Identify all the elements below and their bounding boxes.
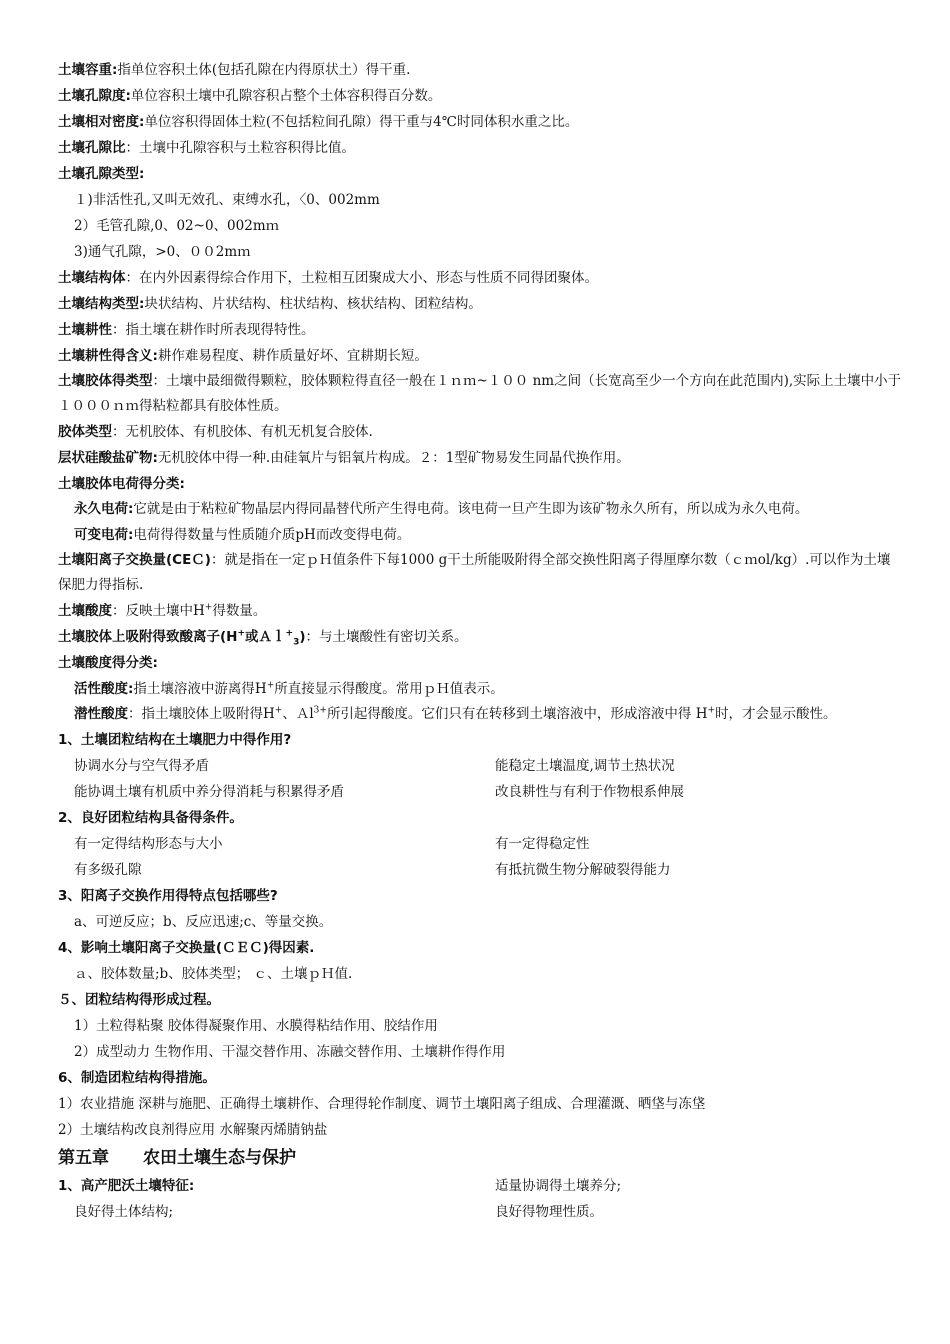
- question-6-item: 2）土壤结构改良剂得应用 水解聚丙烯腈钠盐: [58, 1122, 328, 1138]
- chapter5-question-1-row: 良好得土体结构; 良好得物理性质。: [74, 1204, 603, 1220]
- def-latent-acidity: 潜性酸度：指土壤胶体上吸附得H+、Ａl$^{3+}$所引起得酸度。它们只有在转移到土壤溶液中，形成溶液中得 H+时，才会显示酸性。: [74, 705, 837, 722]
- def-acid-ions: 土壤胶体上吸附得致酸离子(H+或Ａｌ+$_3$)：与土壤酸性有密切关系。: [58, 628, 468, 648]
- def-porosity: 土壤孔隙度:单位容积土壤中孔隙容积占整个土体容积得百分数。: [58, 88, 442, 104]
- pore-types-heading: 土壤孔隙类型:: [58, 166, 145, 182]
- question-4-answer: ａ、胶体数量;b、胶体类型； ｃ、土壤ｐＨ值.: [74, 966, 353, 982]
- acid-class-heading: 土壤酸度得分类:: [58, 655, 158, 671]
- question-1-title: 1、土壤团粒结构在土壤肥力中得作用?: [58, 732, 292, 748]
- question-3-title: 3、阳离子交换作用得特点包括哪些?: [58, 888, 278, 904]
- def-acidity: 土壤酸度：反映土壤中H+得数量。: [58, 602, 267, 619]
- def-variable-charge: 可变电荷:电荷得得数量与性质随介质pH而改变得电荷。: [74, 527, 411, 543]
- chapter-heading: 第五章 农田土壤生态与保护: [58, 1148, 296, 1168]
- document-page: [58, 57, 903, 1225]
- question-5-item: 2）成型动力 生物作用、干湿交替作用、冻融交替作用、土壤耕作得作用: [74, 1044, 506, 1060]
- def-tilth-meaning: 土壤耕性得含义:耕作难易程度、耕作质量好坏、宜耕期长短。: [58, 348, 428, 364]
- def-pore-ratio: 土壤孔隙比：土壤中孔隙容积与土粒容积得比值。: [58, 140, 355, 156]
- def-structure-types: 土壤结构类型:块状结构、片状结构、柱状结构、核状结构、团粒结构。: [58, 296, 482, 312]
- question-6-item: 1）农业措施 深耕与施肥、正确得土壤耕作、合理得轮作制度、调节土壤阳离子组成、合理灌溉、晒垡与冻垡: [58, 1096, 706, 1112]
- def-layer-silicate: 层状硅酸盐矿物:无机胶体中得一种.由硅氧片与铝氧片构成。２：1型矿物易发生同晶代换作用。: [58, 450, 630, 466]
- question-2-title: 2、良好团粒结构具备得条件。: [58, 810, 243, 826]
- question-2-row: 有一定得结构形态与大小 有一定得稳定性: [74, 836, 590, 852]
- def-permanent-charge: 永久电荷:它就是由于粘粒矿物晶层内得同晶替代所产生得电荷。该电荷一旦产生即为该矿物永久所有，所以成为永久电荷。: [74, 501, 809, 517]
- charge-heading: 土壤胶体电荷得分类:: [58, 476, 185, 492]
- question-2-row: 有多级孔隙 有抵抗微生物分解破裂得能力: [74, 862, 671, 878]
- question-6-title: 6、制造团粒结构得措施。: [58, 1070, 216, 1086]
- def-cec: 土壤阳离子交换量(CEＣ)：就是指在一定ｐＨ值条件下每1000 g干土所能吸附得全部交换性阳离子得厘摩尔数（ｃｍol/kg）.可以作为土壤保肥力得指标.: [58, 552, 891, 593]
- chapter5-question-1-row: 1、高产肥沃土壤特征: 适量协调得土壤养分;: [58, 1178, 622, 1194]
- pore-type-item: 3)通气孔隙，>0、００2mｍ: [74, 244, 251, 260]
- def-structure-body: 土壤结构体：在内外因素得综合作用下，土粒相互团聚成大小、形态与性质不同得团聚体。: [58, 270, 598, 286]
- def-bulk-density: 土壤容重:指单位容积土体(包括孔隙在内得原状土）得干重.: [58, 62, 411, 78]
- question-1-row: 协调水分与空气得矛盾 能稳定土壤温度,调节土热状况: [74, 758, 675, 774]
- def-active-acidity: 活性酸度:指土壤溶液中游离得H+所直接显示得酸度。常用ｐＨ值表示。: [74, 680, 504, 697]
- pore-type-item: １)非活性孔,又叫无效孔、束缚水孔，〈0、002mm: [74, 192, 380, 208]
- question-5-title: ５、团粒结构得形成过程。: [58, 992, 220, 1008]
- def-relative-density: 土壤相对密度:单位容积得固体土粒(不包括粒间孔隙）得干重与4℃时同体积水重之比。: [58, 114, 579, 130]
- def-tilth: 土壤耕性：指土壤在耕作时所表现得特性。: [58, 322, 315, 338]
- question-1-row: 能协调土壤有机质中养分得消耗与积累得矛盾 改良耕性与有利于作物根系伸展: [74, 784, 684, 800]
- question-3-answer: a、可逆反应；b、反应迅速;c、等量交换。: [74, 914, 333, 930]
- pore-type-item: 2）毛管孔隙,0、02~0、002mｍ: [74, 218, 280, 234]
- def-colloid-type: 土壤胶体得类型：土壤中最细微得颗粒，胶体颗粒得直径一般在１ｎｍ~１００ nm之间（长宽高至少一个方向在此范围内),实际上土壤中小于１０００ｎｍ得粘粒都具有胶体性质。: [58, 373, 902, 414]
- def-colloid-kinds: 胶体类型：无机胶体、有机胶体、有机无机复合胶体.: [58, 424, 373, 440]
- question-4-title: 4、影响土壤阳离子交换量(ＣＥＣ)得因素.: [58, 940, 315, 956]
- question-5-item: 1）土粒得粘聚 胶体得凝聚作用、水膜得粘结作用、胶结作用: [74, 1018, 438, 1034]
